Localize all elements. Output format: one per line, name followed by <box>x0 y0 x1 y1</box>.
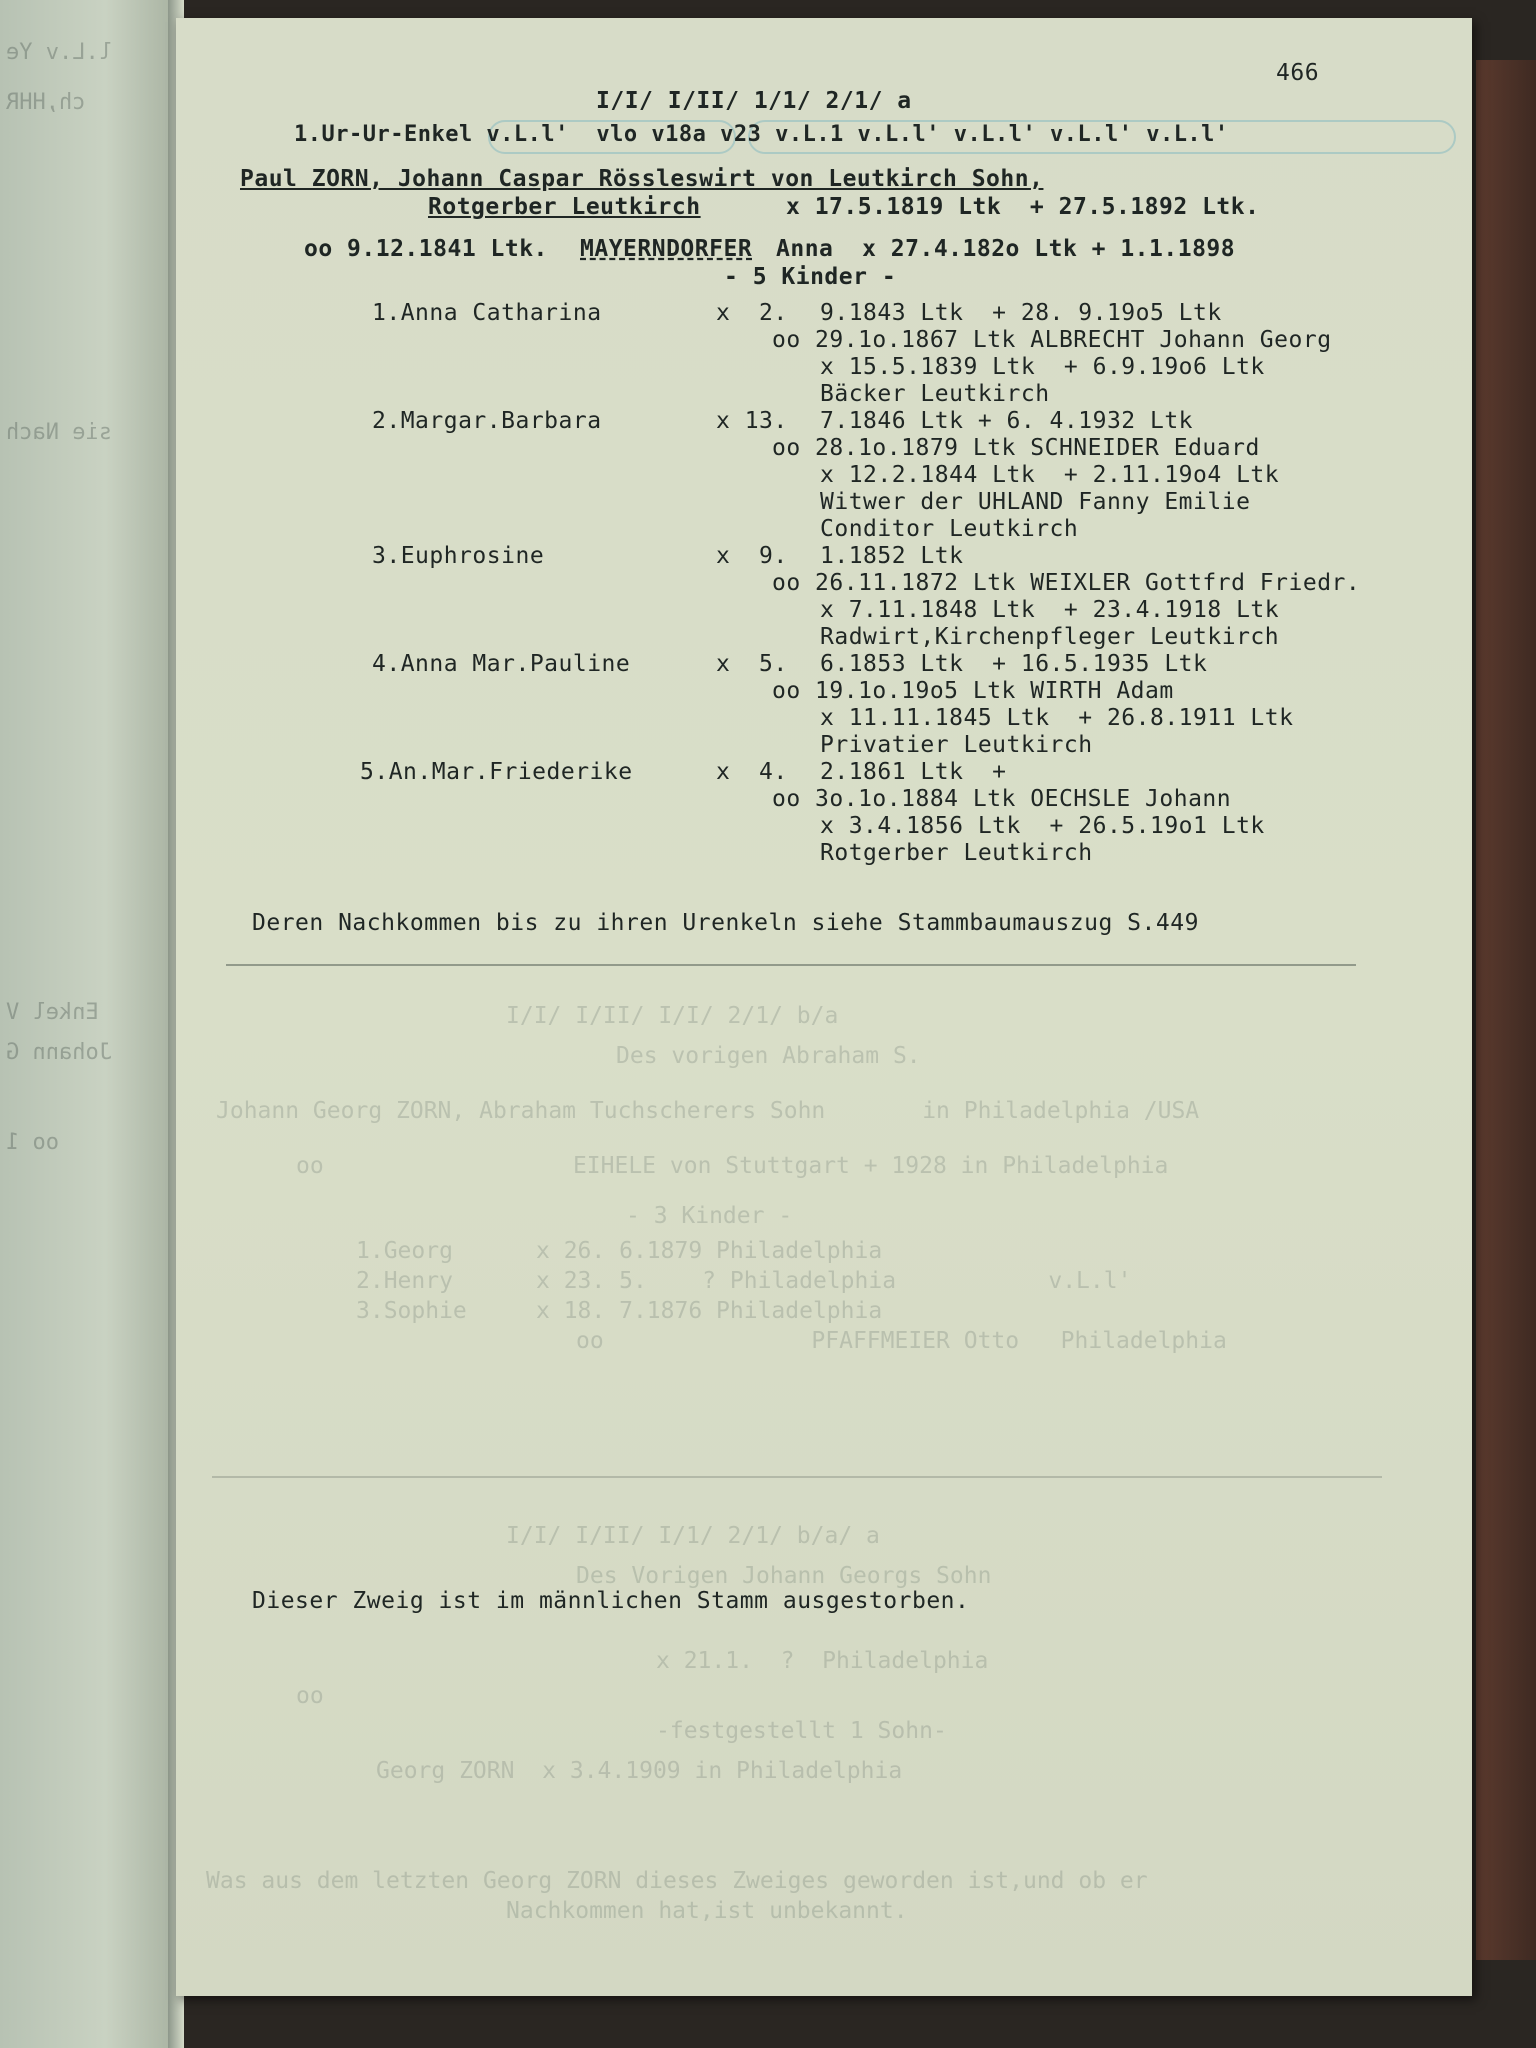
extinct-branch-note: Dieser Zweig ist im männlichen Stamm ausgestorben. <box>252 1588 970 1614</box>
child-line: x 12.2.1844 Ltk + 2.11.19o4 Ltk <box>820 462 1280 488</box>
child-line: Bäcker Leutkirch <box>820 381 1050 407</box>
page-number: 466 <box>1276 60 1320 86</box>
child-line: 2.1861 Ltk + <box>820 759 1007 785</box>
child-line: oo 3o.1o.1884 Ltk OECHSLE Johann <box>772 786 1232 812</box>
page-heading: I/I/ I/II/ 1/1/ 2/1/ a <box>596 88 912 114</box>
child-name: 1.Anna Catharina <box>372 300 602 326</box>
child-line: 9.1843 Ltk + 28. 9.19o5 Ltk <box>820 300 1222 326</box>
child-line: x 15.5.1839 Ltk + 6.9.19o6 Ltk <box>820 354 1265 380</box>
child-birth-day: x 2. <box>716 300 788 326</box>
marriage-date: oo 9.12.1841 Ltk. <box>304 236 548 262</box>
child-birth-day: x 9. <box>716 543 788 569</box>
child-birth-day: x 5. <box>716 651 788 677</box>
child-line: oo 29.1o.1867 Ltk ALBRECHT Johann Georg <box>772 327 1332 353</box>
children-count: - 5 Kinder - <box>724 264 897 290</box>
spouse-surname: MAYERNDORFER <box>580 236 753 262</box>
child-line: x 7.11.1848 Ltk + 23.4.1918 Ltk <box>820 597 1280 623</box>
child-line: 1.1852 Ltk <box>820 543 964 569</box>
subject-dates: x 17.5.1819 Ltk + 27.5.1892 Ltk. <box>786 194 1260 220</box>
lineage-line: 1.Ur-Ur-Enkel v.L.l' vlo v18a v23 v.L.1 v.L.l' v.L.l' v.L.l' v.L.l' <box>294 122 1229 147</box>
child-name: 4.Anna Mar.Pauline <box>372 651 631 677</box>
child-name: 5.An.Mar.Friederike <box>360 759 633 785</box>
child-line: Radwirt,Kirchenpfleger Leutkirch <box>820 624 1280 650</box>
section-divider <box>212 1476 1382 1478</box>
child-line: Conditor Leutkirch <box>820 516 1079 542</box>
child-line: x 11.11.1845 Ltk + 26.8.1911 Ltk <box>820 705 1294 731</box>
child-name: 2.Margar.Barbara <box>372 408 602 434</box>
section-divider <box>226 964 1356 966</box>
child-line: 6.1853 Ltk + 16.5.1935 Ltk <box>820 651 1208 677</box>
subject-occupation: Rotgerber Leutkirch <box>428 194 701 220</box>
child-line: oo 19.1o.19o5 Ltk WIRTH Adam <box>772 678 1174 704</box>
child-line: x 3.4.1856 Ltk + 26.5.19o1 Ltk <box>820 813 1265 839</box>
child-birth-day: x 13. <box>716 408 788 434</box>
descendants-note: Deren Nachkommen bis zu ihren Urenkeln siehe Stammbaumauszug S.449 <box>252 910 1199 936</box>
child-line: oo 28.1o.1879 Ltk SCHNEIDER Eduard <box>772 435 1260 461</box>
left-page-edge: l.L.v Ye ch,HHR sie Nach Enkel V Johann G oo 1 <box>0 0 176 2048</box>
document-page: I/I/ I/II/ I/I/ 2/1/ b/a Des vorigen Abraham S. Johann Georg ZORN, Abraham Tuchscherers Sohn in Philadelphia /USA oo EIHELE von Stuttgart + 1928 in Philadelphia - 3 Kinder - 1.Georg x 26. 6.1879 Philadelphia 2.Henry x 23. 5. ? Philadelphia v.L.l' 3.Sophie x 18. 7.1876 Philadelphia oo PFAFFMEIER Otto Philadelphia I/I/ I/II/ I/1/ 2/1/ b/a/ a Des Vorigen Johann Georgs Sohn x 21.1. ? Philadelphia oo -festgestellt 1 Sohn- Georg ZORN x 3.4.1909 in Philadelphia Was aus dem letzten Georg ZORN dieses Zweiges geworden ist,und ob er Nachkommen hat,ist unbekannt. 466 I/I/ I/II/ 1/1/ 2/1/ a 1.Ur-Ur-Enkel v.L.l' vlo v18a v23 v.L.1 v.L.l' v.L.l' v.L.l' v.L.l' Paul ZORN, Johann Caspar Rössleswirt von Leutkirch Sohn, Rotgerber Leutkirch x 17.5.1819 Ltk + 27.5.1892 Ltk. oo 9.12.1841 Ltk. MAYERNDORFER Anna x 27.4.182o Ltk + 1.1.1898 - 5 Kinder - 1.Anna Catharina x 2. 9.1843 Ltk + 28. 9.19o5 Ltk oo 29.1o.1867 Ltk ALBRECHT Johann Georg x 15.5.1839 Ltk + 6.9.19o6 Ltk Bäcker Leutkirch 2.Margar.Barbara x 13. 7.1846 Ltk + 6. 4.1932 Ltk oo 28.1o.1879 Ltk SCHNEIDER Eduard x 12.2.1844 Ltk + 2.11.19o4 Ltk Witwer der UHLAND Fanny Emilie Conditor Leutkirch 3.Euphrosine x 9. 1.1852 Ltk oo 26.11.1872 Ltk WEIXLER Gottfrd Friedr. x 7.11.1848 Ltk + 23.4.1918 Ltk Radwirt,Kirchenpfleger Leutkirch 4.Anna Mar.Pauline x 5. 6.1853 Ltk + 16.5.1935 Ltk oo 19.1o.19o5 Ltk WIRTH Adam x 11.11.1845 Ltk + 26.8.1911 Ltk Privatier Leutkirch 5.An.Mar.Friederike x 4. 2.1861 Ltk + oo 3o.1o.1884 Ltk OECHSLE Johann x 3.4.1856 Ltk + 26.5.19o1 Ltk Rotgerber Leutkirch Deren Nachkommen bis zu ihren Urenkeln siehe Stammbaumauszug S.449 Dieser Zweig ist im männlichen Stamm ausgestorben. <box>176 18 1472 1996</box>
subject-name-line: Paul ZORN, Johann Caspar Rössleswirt von Leutkirch Sohn, <box>240 166 1044 192</box>
child-line: oo 26.11.1872 Ltk WEIXLER Gottfrd Friedr. <box>772 570 1361 596</box>
child-name: 3.Euphrosine <box>372 543 545 569</box>
child-line: Privatier Leutkirch <box>820 732 1093 758</box>
child-line: Witwer der UHLAND Fanny Emilie <box>820 489 1251 515</box>
child-birth-day: x 4. <box>716 759 788 785</box>
spouse-details: Anna x 27.4.182o Ltk + 1.1.1898 <box>776 236 1236 262</box>
child-line: Rotgerber Leutkirch <box>820 840 1093 866</box>
book-cover-edge <box>1476 60 1536 1960</box>
child-line: 7.1846 Ltk + 6. 4.1932 Ltk <box>820 408 1194 434</box>
